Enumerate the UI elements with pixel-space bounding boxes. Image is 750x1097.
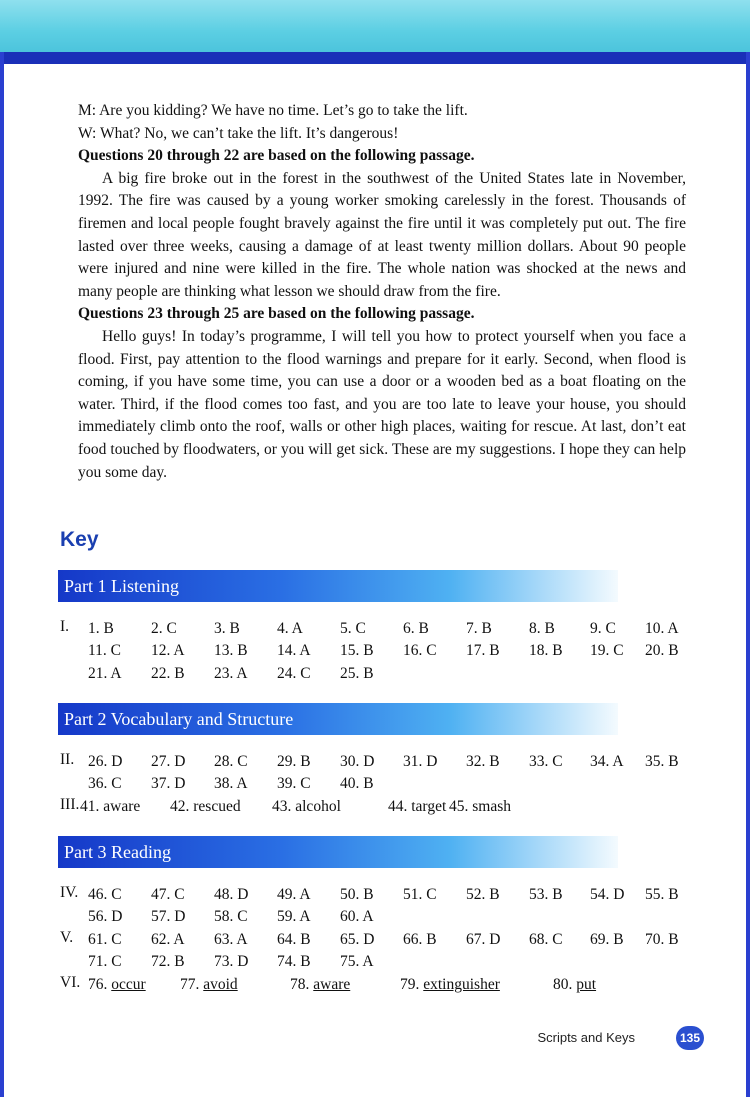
vocab-answer-79: 79. extinguisher xyxy=(400,976,500,993)
section-IV-label: IV. xyxy=(60,884,79,901)
answer-item: 25. B xyxy=(340,665,374,682)
answer-item: 69. B xyxy=(590,931,624,948)
top-rule xyxy=(0,52,750,64)
vocab-answer-76: 76. occur xyxy=(88,976,146,993)
answer-item: 26. D xyxy=(88,753,123,770)
section-II-label: II. xyxy=(60,751,75,768)
section-V-label: V. xyxy=(60,929,74,946)
word-answer-item: 41. aware xyxy=(80,798,141,815)
vocab-answer-80: 80. put xyxy=(553,976,597,993)
answer-item: 74. B xyxy=(277,953,311,970)
part2-banner: Part 2 Vocabulary and Structure xyxy=(58,703,618,735)
answer-item: 62. A xyxy=(151,931,185,948)
section-III-label: III. xyxy=(60,796,80,813)
answer-item: 5. C xyxy=(340,620,366,637)
answer-item: 70. B xyxy=(645,931,679,948)
answer-item: 48. D xyxy=(214,886,249,903)
answer-item: 31. D xyxy=(403,753,438,770)
answer-item: 29. B xyxy=(277,753,311,770)
answer-item: 2. C xyxy=(151,620,177,637)
answer-item: 10. A xyxy=(645,620,679,637)
answer-item: 3. B xyxy=(214,620,240,637)
answer-item: 12. A xyxy=(151,642,185,659)
answer-item: 46. C xyxy=(88,886,122,903)
answer-item: 65. D xyxy=(340,931,375,948)
answer-item: 13. B xyxy=(214,642,248,659)
answer-item: 15. B xyxy=(340,642,374,659)
answer-item: 36. C xyxy=(88,775,122,792)
answer-item: 23. A xyxy=(214,665,248,682)
answer-item: 7. B xyxy=(466,620,492,637)
answer-item: 40. B xyxy=(340,775,374,792)
answer-item: 1. B xyxy=(88,620,114,637)
answer-item: 32. B xyxy=(466,753,500,770)
dialogue-w-line: W: What? No, we can’t take the lift. It’s dangerous! xyxy=(78,124,399,142)
answer-item: 6. B xyxy=(403,620,429,637)
section-I-label: I. xyxy=(60,618,70,635)
answer-item: 20. B xyxy=(645,642,679,659)
answer-item: 61. C xyxy=(88,931,122,948)
answer-item: 28. C xyxy=(214,753,248,770)
answer-item: 55. B xyxy=(645,886,679,903)
answer-item: 68. C xyxy=(529,931,563,948)
answer-item: 63. A xyxy=(214,931,248,948)
answer-item: 73. D xyxy=(214,953,249,970)
heading-questions-23-25: Questions 23 through 25 are based on the following passage. xyxy=(78,305,475,323)
answer-item: 33. C xyxy=(529,753,563,770)
answer-item: 56. D xyxy=(88,908,123,925)
vocab-answer-77: 77. avoid xyxy=(180,976,238,993)
answer-item: 75. A xyxy=(340,953,374,970)
answer-item: 9. C xyxy=(590,620,616,637)
answer-item: 21. A xyxy=(88,665,122,682)
answer-item: 4. A xyxy=(277,620,303,637)
right-page-edge xyxy=(746,52,750,1097)
section-VI-label: VI. xyxy=(60,974,81,991)
word-answer-item: 43. alcohol xyxy=(272,798,341,815)
answer-item: 18. B xyxy=(529,642,563,659)
answer-item: 17. B xyxy=(466,642,500,659)
answer-item: 14. A xyxy=(277,642,311,659)
answer-item: 59. A xyxy=(277,908,311,925)
answer-item: 60. A xyxy=(340,908,374,925)
answer-item: 34. A xyxy=(590,753,624,770)
answer-item: 53. B xyxy=(529,886,563,903)
answer-item: 72. B xyxy=(151,953,185,970)
answer-item: 19. C xyxy=(590,642,624,659)
answer-item: 50. B xyxy=(340,886,374,903)
answer-item: 64. B xyxy=(277,931,311,948)
answer-item: 37. D xyxy=(151,775,186,792)
answer-item: 38. A xyxy=(214,775,248,792)
dialogue-m-line: M: Are you kidding? We have no time. Let’s go to take the lift. xyxy=(78,102,468,119)
word-answer-item: 45. smash xyxy=(449,798,511,815)
answer-item: 39. C xyxy=(277,775,311,792)
page-number: 135 xyxy=(676,1026,704,1050)
answer-item: 57. D xyxy=(151,908,186,925)
answer-item: 24. C xyxy=(277,665,311,682)
word-answer-item: 44. target xyxy=(388,798,447,815)
answer-item: 30. D xyxy=(340,753,375,770)
top-color-band xyxy=(0,0,750,52)
part1-banner: Part 1 Listening xyxy=(58,570,618,602)
answer-item: 66. B xyxy=(403,931,437,948)
answer-item: 35. B xyxy=(645,753,679,770)
answer-item: 67. D xyxy=(466,931,501,948)
part3-banner: Part 3 Reading xyxy=(58,836,618,868)
answer-item: 54. D xyxy=(590,886,625,903)
heading-questions-20-22: Questions 20 through 22 are based on the following passage. xyxy=(78,147,475,165)
vocab-answer-78: 78. aware xyxy=(290,976,351,993)
passage-fire: A big fire broke out in the forest in the southwest of the United States late in November, 1992. The fire was caused by a young worker smoking carelessly in the forest. Thousands of firemen and local people fought bravely against the fire until it was completely put out. The fire lasted over three weeks, causing a damage of at least twenty million dollars. About 90 people were injured and nine were killed in the fire. The whole nation was shocked at the news and many people are thinking what lesson we should draw from the fire. xyxy=(78,169,686,300)
answer-item: 71. C xyxy=(88,953,122,970)
passage-flood: Hello guys! In today’s programme, I will tell you how to protect yourself when you face a flood. First, pay attention to the flood warnings and prepare for it early. Second, when flood is coming, if you have some time, you can use a door or a wooden bed as a boat floating on the water. Third, if the flood comes too fast, and you are too late to leave your house, you should immediately climb onto the roof, walls or other high places, waiting for rescue. At last, don’t eat food touched by floodwaters, or you will get sick. These are my suggestions. I hope they can help you some day. xyxy=(78,327,686,481)
answer-item: 51. C xyxy=(403,886,437,903)
answer-item: 22. B xyxy=(151,665,185,682)
word-answer-item: 42. rescued xyxy=(170,798,241,815)
answer-item: 16. C xyxy=(403,642,437,659)
answer-item: 11. C xyxy=(88,642,122,659)
answer-item: 8. B xyxy=(529,620,555,637)
answer-item: 52. B xyxy=(466,886,500,903)
answer-item: 47. C xyxy=(151,886,185,903)
key-heading: Key xyxy=(60,528,99,551)
answer-item: 49. A xyxy=(277,886,311,903)
listening-script xyxy=(78,100,686,484)
footer-label: Scripts and Keys xyxy=(537,1030,635,1045)
answer-item: 27. D xyxy=(151,753,186,770)
left-page-edge xyxy=(0,52,4,1097)
answer-item: 58. C xyxy=(214,908,248,925)
